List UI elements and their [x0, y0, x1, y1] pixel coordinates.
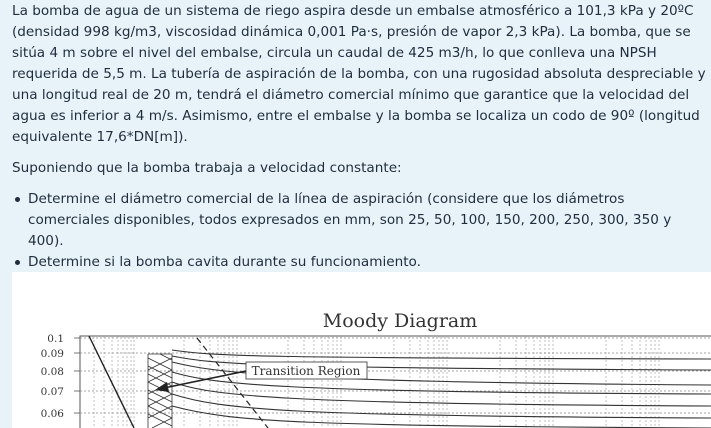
task-item: Determine el diámetro comercial de la línea de aspiración (considere que los diámetros comerciales disponibles, todos expresados en mm, son 25, 50, 100, 150, 200, 250, 300, 350 y 400).	[28, 189, 709, 252]
instruction-text: Suponiendo que la bomba trabaja a velocidad constante:	[12, 160, 402, 176]
question-text	[12, 0, 709, 273]
transition-region-label: Transition Region	[251, 364, 361, 378]
y-axis-ticks	[41, 333, 65, 420]
task-item: Determine si la bomba cavita durante su funcionamiento.	[28, 252, 709, 273]
y-tick-label: 0.09	[40, 348, 64, 360]
y-tick-label: 0.07	[40, 386, 64, 398]
y-tick-marks	[74, 338, 80, 413]
y-tick-label: 0.1	[47, 333, 64, 345]
diagram-title: Moody Diagram	[322, 310, 478, 332]
task-list	[12, 189, 709, 273]
y-tick-label: 0.08	[40, 366, 64, 378]
moody-diagram-image	[12, 272, 711, 428]
y-tick-label: 0.06	[40, 408, 64, 420]
problem-statement: La bomba de agua de un sistema de riego aspira desde un embalse atmosférico a 101,3 kPa y 20ºC (densidad 998 kg/m3, viscosidad dinámica 0,001 Pa·s, presión de vapor 2,3 kPa). La bomba, que se sitúa 4 m sobre el nivel del embalse, circula un caudal de 425 m3/h, lo que conlleva una NPSH requerida de 5,5 m. La tubería de aspiración de la bomba, con una rugosidad absoluta despreciable y una longitud real de 20 m, tendrá el diámetro comercial mínimo que garantice que la velocidad del agua es inferior a 4 m/s. Asimismo, entre el embalse y la bomba se localiza un codo de 90º (longitud equivalente 17,6*DN[m]).	[12, 3, 706, 145]
